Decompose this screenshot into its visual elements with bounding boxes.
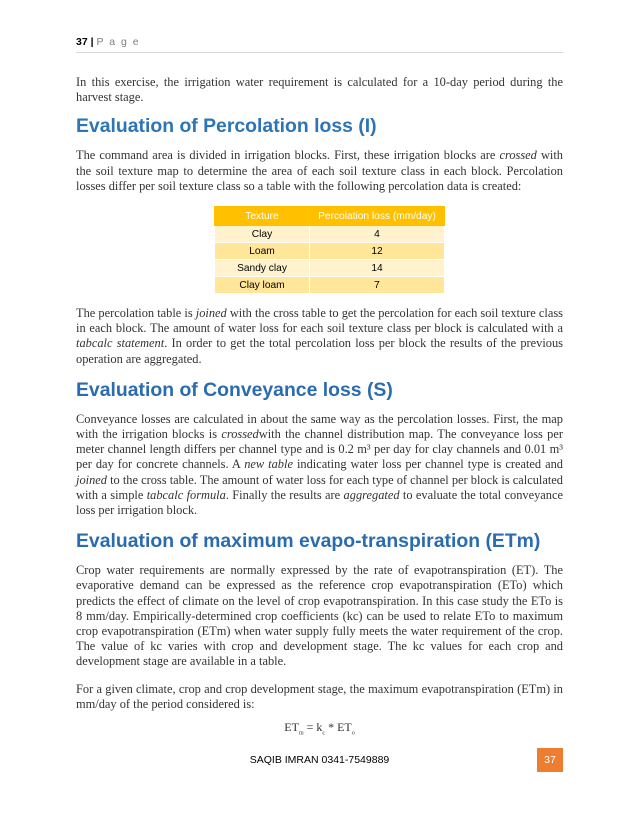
formula-subscript: c xyxy=(322,730,326,737)
text-run: Conveyance losses are calculated in about the same way as the percolation losses. First, the map with the irrigation blocks is xyxy=(76,411,563,442)
text-run: with the cross table to get the percolation for each soil texture class in each block. The amount of water loss for each soil texture class per block is calculated with a xyxy=(76,306,563,336)
emphasis-crossed: crossed xyxy=(499,148,537,163)
header-page-word: P a g e xyxy=(96,36,141,48)
header-separator: | xyxy=(90,36,94,48)
formula-text: * ET xyxy=(325,720,352,735)
etm-paragraph-2: For a given climate, crop and crop development stage, the maximum evapotranspiration (ETm) in mm/day of the period considered is: xyxy=(76,681,563,711)
footer-page-box: 37 xyxy=(537,748,563,772)
etm-paragraph-1: Crop water requirements are normally expressed by the rate of evapotranspiration (ET). The evaporative demand can be expressed as the reference crop evapotranspiration (ETo) which predicts the effect of climate on the level of crop evapotranspiration. In this case study the ETo is 8 mm/day. Empirically-determined crop coefficients (kc) can be used to relate ETo to maximum crop evapotranspiration (ETm) when water supply fully meets the water requirement of the crop. The value of kc varies with crop and development stage. The kc values for each crop and development stage are available in a table. xyxy=(76,563,563,669)
table-cell-value: 4 xyxy=(310,226,445,243)
table-row xyxy=(215,226,445,243)
emphasis-crossed: crossed xyxy=(221,427,259,442)
table-row xyxy=(215,260,445,277)
table-header-row xyxy=(215,207,445,226)
table-header-texture: Texture xyxy=(215,207,310,226)
text-run: . Finally the results are xyxy=(225,487,344,502)
percolation-table xyxy=(214,206,445,294)
emphasis-tabcalc-formula: tabcalc formula xyxy=(146,487,226,502)
intro-paragraph: In this exercise, the irrigation water requirement is calculated for a 10-day period during the harvest stage. xyxy=(76,75,563,105)
text-run: to the cross table. The amount of water loss for each type of channel per block is calculated with a simple xyxy=(76,472,563,502)
formula-text: ET xyxy=(284,720,299,735)
emphasis-tabcalc-statement: tabcalc statement xyxy=(76,336,165,351)
percolation-heading: Evaluation of Percolation loss (I) xyxy=(76,115,377,138)
table-cell-texture: Clay loam xyxy=(215,277,310,294)
table-header-percolation: Percolation loss (mm/day) xyxy=(310,207,445,226)
page-content xyxy=(76,75,563,736)
page-header xyxy=(76,36,563,53)
table-cell-texture: Sandy clay xyxy=(215,260,310,277)
header-page-number: 37 xyxy=(76,36,88,48)
etm-formula xyxy=(76,720,563,736)
table-cell-texture: Clay xyxy=(215,226,310,243)
formula-subscript: o xyxy=(351,730,355,737)
emphasis-joined: joined xyxy=(195,306,227,321)
text-run: with the soil texture map to determine the area of each soil texture class in each block. Percolation losses differ per soil texture class so a table with the following percolation data is created: xyxy=(76,148,563,193)
percolation-paragraph-1 xyxy=(76,148,563,194)
etm-heading: Evaluation of maximum evapo-transpiration (ETm) xyxy=(76,530,541,553)
text-run: . In order to get the total percolation loss per block the results of the previous operation are aggregated. xyxy=(76,336,563,366)
page-footer xyxy=(76,748,563,772)
conveyance-heading: Evaluation of Conveyance loss (S) xyxy=(76,378,393,401)
percolation-paragraph-2 xyxy=(76,306,563,367)
table-cell-value: 7 xyxy=(310,277,445,294)
text-run: with the channel distribution map. The conveyance loss per meter channel length differs per channel type and is 0.2 m³ per day for clay channels and 0.01 m³ per day for concrete channels. A xyxy=(76,427,563,472)
formula-text: = k xyxy=(303,720,323,735)
table-cell-value: 12 xyxy=(310,243,445,260)
emphasis-new-table: new table xyxy=(244,457,293,472)
text-run: to evaluate the total conveyance loss per irrigation block. xyxy=(76,487,563,518)
text-run: The percolation table is xyxy=(76,306,196,321)
table-row xyxy=(215,243,445,260)
table-row xyxy=(215,277,445,294)
conveyance-paragraph xyxy=(76,412,563,518)
footer-author: SAQIB IMRAN 0341-7549889 xyxy=(249,754,390,766)
table-cell-texture: Loam xyxy=(215,243,310,260)
formula-subscript: m xyxy=(298,730,304,737)
table-cell-value: 14 xyxy=(310,260,445,277)
emphasis-joined: joined xyxy=(76,472,107,487)
emphasis-aggregated: aggregated xyxy=(343,487,400,502)
text-run: indicating water loss per channel type is created and xyxy=(292,457,563,472)
text-run: The command area is divided in irrigation blocks. First, these irrigation blocks are xyxy=(76,148,500,163)
